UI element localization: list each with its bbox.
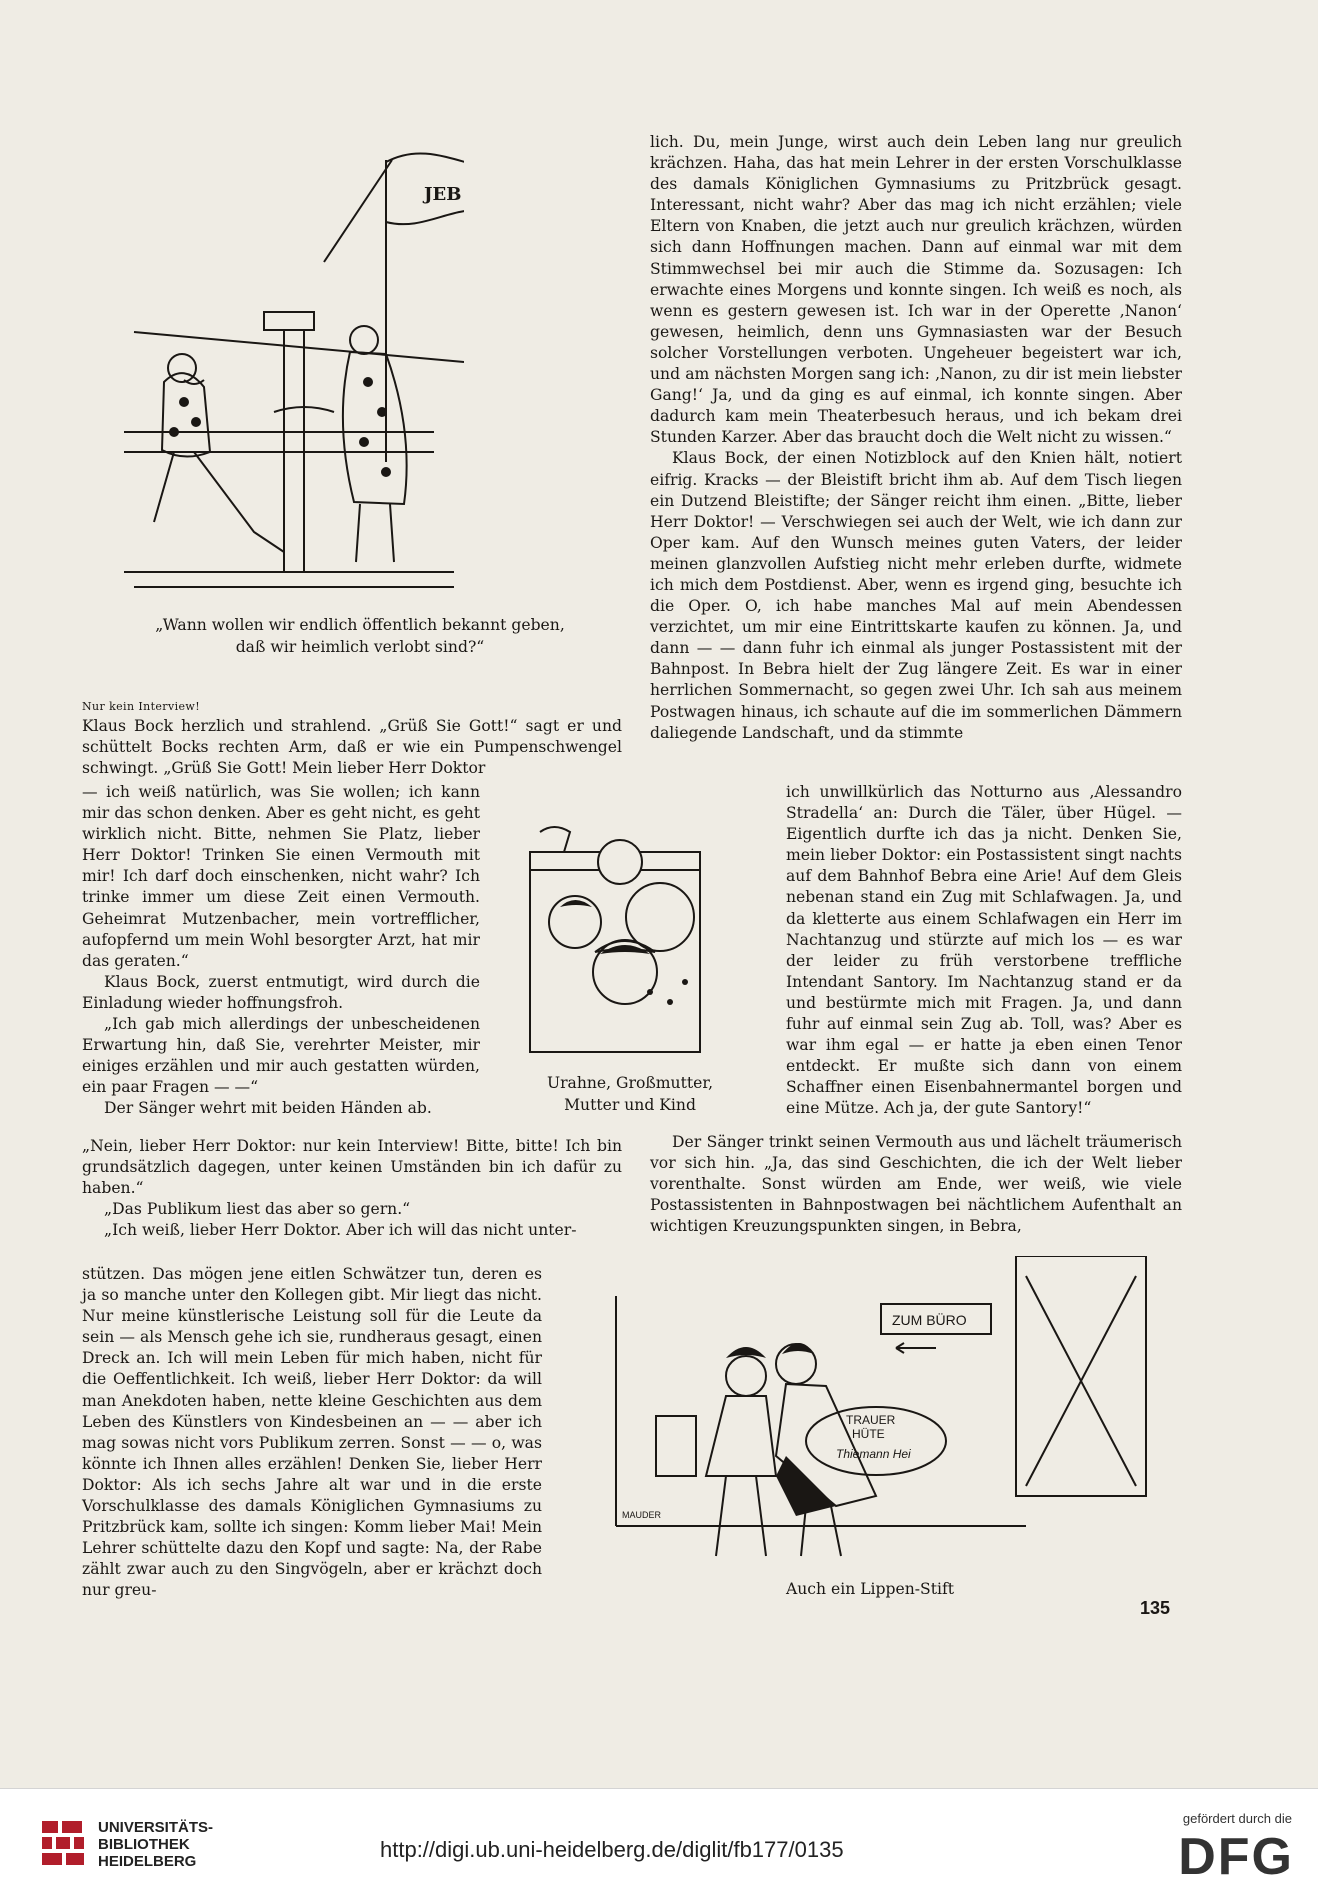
col1-para-8: „Ich weiß, lieber Herr Doktor. Aber ich will das nicht unter-: [104, 1221, 577, 1240]
col2-para-3: ich unwillkürlich das Notturno aus ‚Alessandro Stradella‘ an: Durch die Täler, über Hügel. — Eigentlich durfte ich das ja nicht. Denken Sie, mein lieber Doktor: ein Postassistent singt nachts auf dem Bahnhof Bebra eine Arie! Auf dem Gleis nebenan stand ein Zug mit Schlafwagen. Ja, und da kletterte aus einem Schlafwagen ein Herr im Nachtanzug und stürzte auf mich los — es war der leider zu früh verstorbene treffliche Intendant Santory. Im Nachtanzug stand er da und bestürmte mich mit Fragen. Ja, und dann fuhr auf einmal sein Zug ab. Toll, was? Aber es war ihm egal — er hatte ja eben einen Tenor entdeckt. Er mußte sich dann von einem Schaffner einen Eisenbahnermantel borgen und eine Mütze. Ach ja, der gute Santory!“: [786, 783, 1182, 1118]
col1-para-7: „Das Publikum liest das aber so gern.“: [104, 1200, 411, 1219]
boat-drawing: [124, 132, 464, 612]
col1-para-1: Klaus Bock herzlich und strahlend. „Grüß Sie Gott!“ sagt er und schüttelt Bocks rechten Arm, daß er wie ein Pumpenschwengel schwingt. „Grüß Sie Gott! Mein lieber Herr Doktor: [82, 717, 622, 778]
institution-name: [98, 1819, 213, 1870]
article-col1-top: [82, 698, 622, 779]
permalink-url[interactable]: http://digi.ub.uni-heidelberg.de/diglit/fb177/0135: [380, 1837, 844, 1862]
office-signature: MAUDER: [622, 1510, 662, 1520]
article-col1-mid: [82, 1136, 622, 1241]
dfg-logo: DFG: [1178, 1828, 1294, 1886]
office-box-text1: TRAUER: [846, 1413, 896, 1427]
office-box-text3: Thiemann Hei: [836, 1447, 911, 1461]
boat-illustration: [124, 132, 464, 612]
funding-note: gefördert durch die: [1182, 1811, 1292, 1826]
col1-para-9: stützen. Das mögen jene eitlen Schwätzer tun, deren es ja so manche unter den Kollegen gibt. Mir liegt das nicht. Nur meine künstlerische Leistung soll für die Leute da sein — als Mensch gehe ich sie, rundheraus gesagt, einen Dreck an. Ich will mein Leben für mich haben, nicht für die Oeffentlichkeit. Ich weiß, lieber Herr Doktor: da will man Anekdoten haben, nette kleine Geschichten aus dem Leben des Künstlers von Kindesbeinen an — — aber ich mag sowas nicht vors Publikum zerren. Sonst — — o, was könnte ich Ihnen alles erzählen! Denken Sie, lieber Herr Doktor: Als ich sechs Jahre alt war und in die erste Vorschulklasse des damals Königlichen Gymnasiums zu Pritzbrück kam, sollte ich singen: Komm lieber Mai! Mein Lehrer schüttelte dazu den Kopf und sagte: Na, der Rabe zählt zwar auch zu den Singvögeln, aber er krächzt doch nur greu-: [82, 1265, 542, 1600]
institution-line3: HEIDELBERG: [98, 1853, 197, 1870]
window-caption-line1: Urahne, Großmutter,: [546, 1074, 714, 1092]
article-heading: Nur kein Interview!: [82, 700, 201, 713]
article-col2-bottom: [650, 1132, 1182, 1237]
col1-para-2: — ich weiß natürlich, was Sie wollen; ich kann mir das schon denken. Aber es geht nicht, es geht wirklich nicht. Bitte, nehmen Sie Platz, lieber Herr Doktor! Trinken Sie einen Vermouth mit mir! Ich darf doch einschenken, nicht wahr? Ich trinke immer um diese Zeit einen Vermouth. Geheimrat Mutzenbacher, mein vortrefflicher, aufopfernd um mein Wohl besorgter Arzt, hat mir das geraten.“: [82, 783, 480, 970]
institution-line2: BIBLIOTHEK: [98, 1836, 190, 1853]
flag-text: JEB: [424, 184, 462, 205]
office-illustration: [596, 1256, 1156, 1576]
col1-para-5: Der Sänger wehrt mit beiden Händen ab.: [104, 1099, 432, 1118]
office-caption: Auch ein Lippen-Stift: [785, 1580, 955, 1598]
office-box-text2: HÜTE: [852, 1427, 885, 1441]
article-col2-top: [650, 132, 1182, 744]
col1-para-4: „Ich gab mich allerdings der unbescheidenen Erwartung hin, daß Sie, verehrter Meister, mir einiges erzählen und mir auch gestatten würden, ein paar Fragen — —“: [82, 1015, 480, 1097]
institution-line1: UNIVERSITÄTS-: [98, 1819, 214, 1836]
window-caption: [520, 1072, 740, 1116]
col1-para-6: „Nein, lieber Herr Doktor: nur kein Interview! Bitte, bitte! Ich bin grundsätzlich dagegen, unter keinen Umständen bin ich dafür zu haben.“: [82, 1137, 622, 1198]
article-col2-narrow: [786, 782, 1182, 1120]
page-number: 135: [1140, 1598, 1171, 1618]
boat-caption: „Wann wollen wir endlich öffentlich bekannt geben, daß wir heimlich verlobt sind?“: [155, 616, 565, 656]
window-illustration: [520, 812, 710, 1062]
col1-para-3: Klaus Bock, zuerst entmutigt, wird durch die Einladung wieder hoffnungsfroh.: [82, 972, 480, 1012]
office-drawing: [596, 1256, 1156, 1576]
col2-para-2: Klaus Bock, der einen Notizblock auf den Knien hält, notiert eifrig. Kracks — der Bleistift bricht ihm ab. Auf dem Tisch liegen ein Dutzend Bleistifte; der Sänger reicht ihm einen. „Bitte, lieber Herr Doktor! — Verschwiegen sei auch der Welt, wie ich dann zur Oper kam. Auf den Wunsch meines guten Vaters, der leider meinen glanzvollen Aufstieg nicht mehr erleben durfte, widmete ich mich dem Postdienst. Aber, wenn es irgend ging, besuchte ich die Oper. O, ich habe manches Mal auf mein Abendessen verzichtet, um mir eine Eintrittskarte kaufen zu können. Ja, und dann — — dann fuhr ich einmal als junger Postassistent mit der Bahnpost. In Bebra hielt der Zug längere Zeit. Es war in einer herrlichen Sommernacht, so gegen zwei Uhr. Ich sah aus meinem Postwagen hinaus, ich schaute auf die im sommerlichen Dämmern daliegende Landschaft, und da stimmte: [650, 449, 1182, 742]
article-col1-bottom: [82, 1264, 542, 1602]
col2-para-1: lich. Du, mein Junge, wirst auch dein Leben lang nur greulich krächzen. Haha, das hat mein Lehrer in der ersten Vorschulklasse des damals Königlichen Gymnasiums zu Pritzbrück gesagt. Interessant, nicht wahr? Aber das mag ich nicht erzählen; viele Eltern von Knaben, die jetzt auch nur greulich krächzen, würden sich dann Hoffnungen machen. Dann auf einmal war mit dem Stimmwechsel bei mir auch die Stimme da. Sozusagen: Ich erwachte eines Morgens und konnte singen. Ich weiß es noch, als wenn es gestern gewesen ist. Ich war in der Operette ‚Nanon‘ gewesen, heimlich, denn uns Gymnasiasten war der Besuch solcher Vorstellungen verboten. Ungeheuer begeistert war ich, und am nächsten Morgen sang ich: ‚Nanon, zu dir ist mein liebster Gang!‘ Ja, und da ging es auf einmal, ich konnte singen. Aber dadurch kam mein Theaterbesuch heraus, und ich bekam drei Stunden Karzer. Aber das braucht doch die Welt nicht zu wissen.“: [650, 133, 1182, 447]
office-sign-text: ZUM BÜRO: [892, 1312, 967, 1328]
col2-para-4: Der Sänger trinkt seinen Vermouth aus und lächelt träumerisch vor sich hin. „Ja, das sind Geschichten, die ich der Welt lieber vorenthalte. Sonst würden am Ende, wer weiß, wie viele Postassistenten in Bahnpostwagen bei nächtlichem Aufenthalt an wichtigen Kreuzungspunkten singen, in Bebra,: [650, 1133, 1182, 1236]
university-library-logo-icon: [38, 1817, 88, 1869]
article-col1-narrow: [82, 782, 480, 1120]
window-drawing: [520, 812, 710, 1062]
window-caption-line2: Mutter und Kind: [564, 1096, 696, 1114]
digitization-footer: [0, 1788, 1318, 1900]
